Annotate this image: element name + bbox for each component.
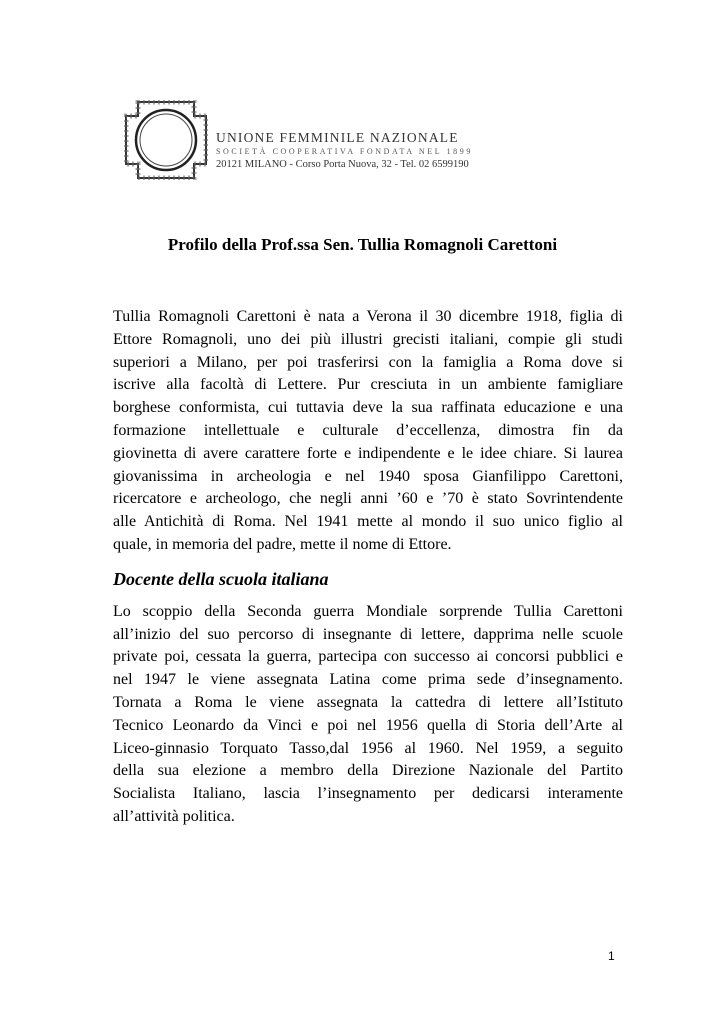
- document-title: Profilo della Prof.ssa Sen. Tullia Romagnoli Carettoni: [167, 235, 558, 254]
- text-line: Lo scoppio della Seconda guerra Mondiale sorprende Tullia Carettoni: [113, 602, 623, 620]
- ufn-logo: [124, 100, 208, 180]
- text-line: iscrive alla facoltà di Lettere. Pur cresciuta in un ambiente famigliare: [113, 376, 623, 394]
- text-line: giovinetta di avere carattere forte e indipendente e le idee chiare. Si laurea: [113, 444, 623, 462]
- text-line: Ettore Romagnoli, uno dei più illustri grecisti italiani, compie gli studi: [113, 330, 623, 348]
- text-line: all’attività politica.: [113, 807, 235, 825]
- text-line: nel 1947 le viene assegnata Latina come prima sede d’insegnamento.: [113, 671, 623, 689]
- text-line: formazione intellettuale e culturale d’eccellenza, dimostra fin da: [113, 421, 623, 439]
- text-line: alle Antichità di Roma. Nel 1941 mette al mondo il suo unico figlio al: [113, 513, 623, 531]
- text-line: Tecnico Leonardo da Vinci e poi nel 1956 quella di Storia dell’Arte al: [113, 716, 623, 734]
- paragraph-1: [113, 306, 623, 557]
- text-line: ricercatore e archeologo, che negli anni ’60 e ’70 è stato Sovrintendente: [113, 490, 623, 508]
- org-subtitle: SOCIETÀ COOPERATIVA FONDATA NEL 1899: [216, 147, 473, 156]
- text-line: Tullia Romagnoli Carettoni è nata a Verona il 30 dicembre 1918, figlia di: [113, 308, 623, 325]
- text-line: all’inizio del suo percorso di insegnante di lettere, dapprima nelle scuole: [113, 625, 623, 643]
- text-line: quale, in memoria del padre, mette il nome di Ettore.: [113, 535, 452, 553]
- paragraph-2: [113, 601, 623, 829]
- text-line: private poi, cessata la guerra, partecipa con successo ai concorsi pubblici e: [113, 648, 623, 666]
- text-line: superiori a Milano, per poi trasferirsi con la famiglia a Roma dove si: [113, 353, 623, 371]
- text-line: Liceo-ginnasio Torquato Tasso,dal 1956 al 1960. Nel 1959, a seguito: [113, 739, 623, 757]
- org-name: UNIONE FEMMINILE NAZIONALE: [216, 130, 459, 145]
- org-address: 20121 MILANO - Corso Porta Nuova, 32 - Tel. 02 6599190: [216, 159, 469, 170]
- text-line: Tornata a Roma le viene assegnata la cattedra di lettere all’Istituto: [113, 693, 623, 711]
- text-line: giovanissima in archeologia e nel 1940 sposa Gianfilippo Carettoni,: [113, 467, 623, 485]
- letterhead-area: [0, 0, 725, 200]
- text-line: Socialista Italiano, lascia l’insegnamento per dedicarsi interamente: [113, 785, 623, 803]
- page-number: 1: [608, 949, 615, 963]
- text-line: borghese conformista, cui tuttavia deve la sua raffinata educazione e una: [113, 399, 623, 417]
- text-line: della sua elezione a membro della Direzione Nazionale del Partito: [113, 762, 623, 780]
- letterhead: [216, 130, 473, 171]
- section-heading: Docente della scuola italiana: [113, 568, 329, 589]
